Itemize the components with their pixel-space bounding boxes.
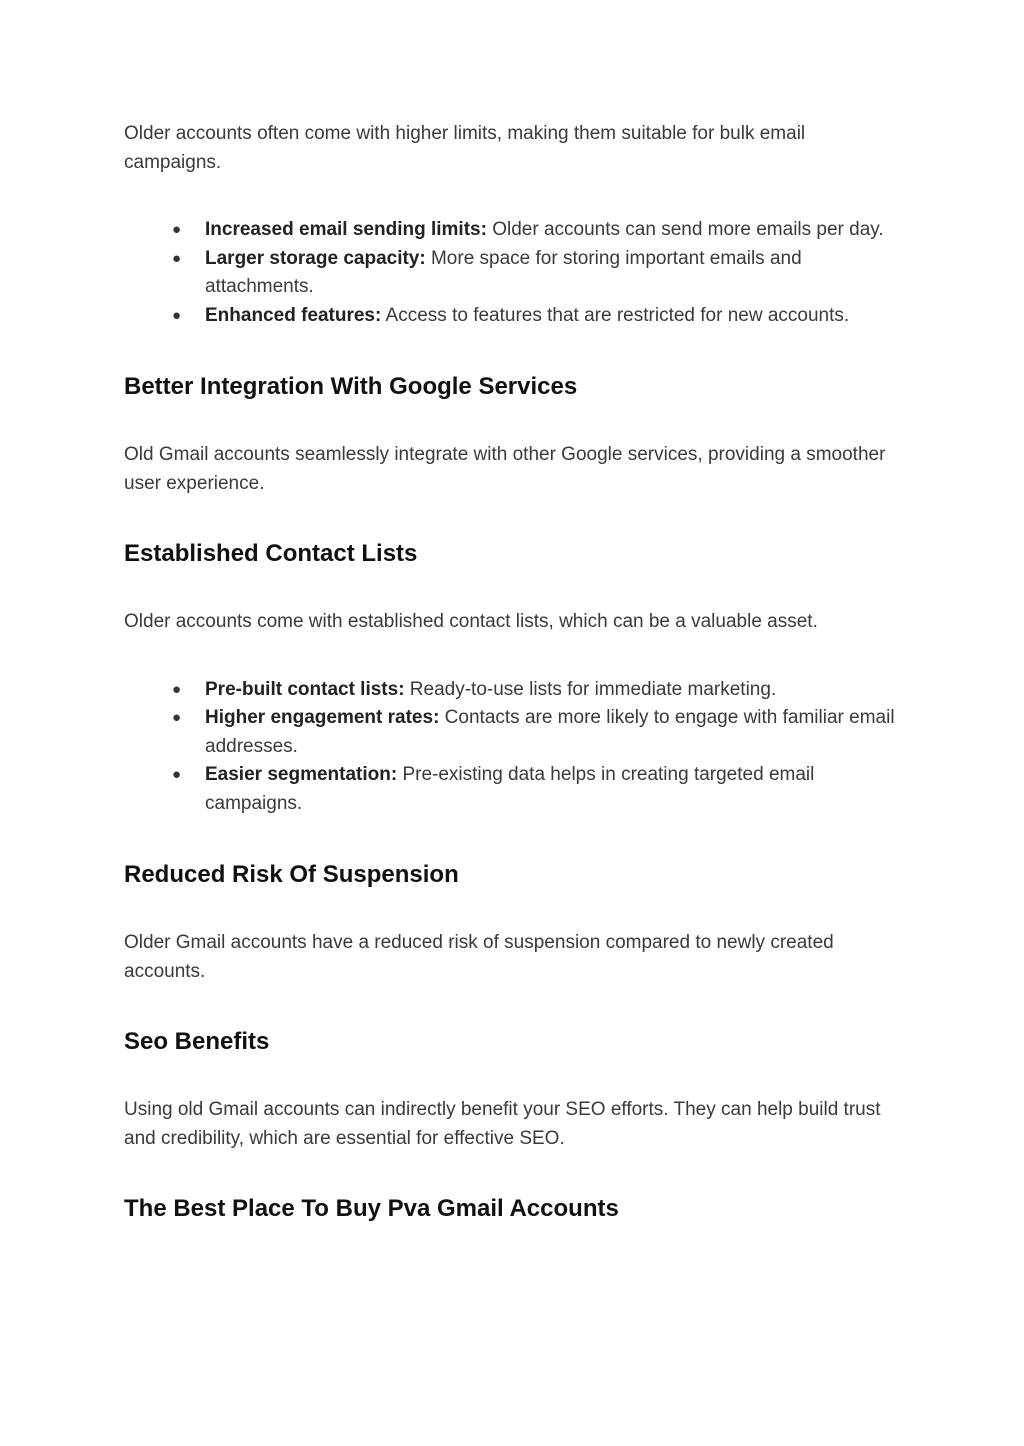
bullet-icon: ●: [172, 249, 182, 267]
list-item-term: Larger storage capacity:: [205, 247, 426, 269]
list-item: [172, 302, 904, 331]
limits-list: [124, 216, 904, 330]
list-item-text: Contacts are more likely to engage with familiar email addresses.: [205, 707, 895, 757]
suspension-paragraph: Older Gmail accounts have a reduced risk of suspension compared to newly created accounts.: [124, 932, 834, 982]
section-heading-suspension: Reduced Risk Of Suspension: [124, 861, 459, 888]
section-heading-integration: Better Integration With Google Services: [124, 373, 578, 400]
seo-paragraph: Using old Gmail accounts can indirectly benefit your SEO efforts. They can help build trust and credibility, which are essential for effective SEO.: [124, 1099, 881, 1149]
bullet-icon: ●: [172, 709, 182, 726]
list-item: [172, 216, 904, 245]
list-item-text: Older accounts can send more emails per day.: [486, 219, 884, 240]
list-item: [172, 245, 904, 302]
list-item-term: Easier segmentation:: [205, 764, 398, 785]
bullet-icon: ●: [172, 306, 182, 324]
intro-paragraph: Older accounts often come with higher limits, making them suitable for bulk email campaigns.: [124, 123, 806, 173]
section-heading-best-place: The Best Place To Buy Pva Gmail Accounts: [124, 1195, 619, 1222]
list-item-text: Access to features that are restricted for new accounts.: [381, 304, 850, 326]
document-page: [124, 120, 904, 1225]
list-item-term: Enhanced features:: [205, 304, 382, 326]
list-item: [172, 676, 904, 705]
list-item: [172, 704, 904, 761]
list-item: [172, 761, 904, 818]
contacts-list: [124, 676, 904, 819]
list-item-term: Pre-built contact lists:: [205, 678, 405, 700]
list-item-text: Pre-existing data helps in creating targeted email campaigns.: [205, 764, 815, 814]
list-item-text: More space for storing important emails and attachments.: [205, 247, 802, 297]
bullet-icon: ●: [172, 221, 182, 238]
section-heading-seo: Seo Benefits: [124, 1028, 270, 1055]
bullet-icon: ●: [172, 766, 182, 783]
list-item-text: Ready-to-use lists for immediate marketing.: [404, 678, 777, 700]
list-item-term: Increased email sending limits:: [205, 219, 487, 240]
contacts-paragraph: Older accounts come with established contact lists, which can be a valuable asset.: [124, 611, 818, 632]
section-heading-contacts: Established Contact Lists: [124, 540, 418, 567]
integration-paragraph: Old Gmail accounts seamlessly integrate with other Google services, providing a smoother user experience.: [124, 444, 886, 494]
bullet-icon: ●: [172, 680, 182, 698]
list-item-term: Higher engagement rates:: [205, 707, 440, 728]
